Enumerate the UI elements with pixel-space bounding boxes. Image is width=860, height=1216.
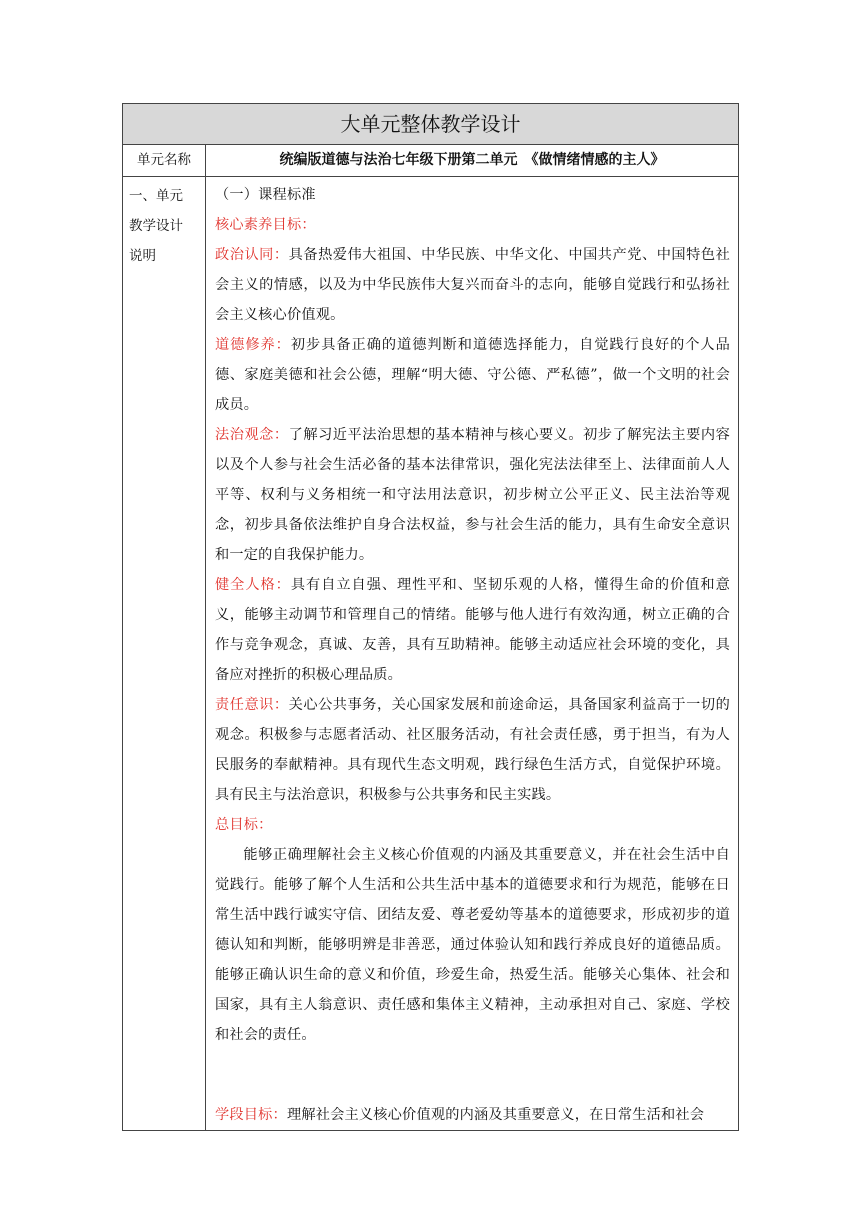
unit-name-label: 单元名称 xyxy=(123,145,206,177)
item-responsibility xyxy=(215,690,730,810)
total-goal-text: 能够正确理解社会主义核心价值观的内涵及其重要意义，并在社会生活中自觉践行。能够了解个人生活和公共生活中基本的道德要求和行为规范，能够在日常生活中践行诚实守信、团结友爱、尊老爱幼等基本的道德要求，形成初步的道德认知和判断，能够明辨是非善恶，通过体验认知和践行养成良好的道德品质。能够正确认识生命的意义和价值，珍爱生命，热爱生活。能够关心集体、社会和国家，具有主人翁意识、责任感和集体主义精神，主动承担对自己、家庭、学校和社会的责任。 xyxy=(215,847,730,1043)
stage-goal-label: 学段目标： xyxy=(215,1107,287,1123)
item-moral-cultivation xyxy=(215,330,730,420)
item-text: 具备热爱伟大祖国、中华民族、中华文化、中国共产党、中国特色社会主义的情感，以及为中华民族伟大复兴而奋斗的志向，能够自觉践行和弘扬社会主义核心价值观。 xyxy=(215,247,730,323)
item-text: 了解习近平法治思想的基本精神与核心要义。初步了解宪法主要内容以及个人参与社会生活必备的基本法律常识，强化宪法法律至上、法律面前人人平等、权利与义务相统一和守法用法意识，初步树立公平正义、民主法治等观念，初步具备依法维护自身合法权益，参与社会生活的能力，具有生命安全意识和一定的自我保护能力。 xyxy=(215,427,730,563)
item-label: 道德修养： xyxy=(215,337,291,353)
item-political-identity xyxy=(215,240,730,330)
item-text: 关心公共事务，关心国家发展和前途命运，具备国家利益高于一切的观念。积极参与志愿者活动、社区服务活动，有社会责任感，勇于担当，有为人民服务的奉献精神。具有现代生态文明观，践行绿色生活方式，自觉保护环境。具有民主与法治意识，积极参与公共事务和民主实践。 xyxy=(215,697,730,803)
section-content xyxy=(206,177,739,1131)
stage-goal xyxy=(215,1100,730,1130)
item-rule-of-law xyxy=(215,420,730,570)
document-title: 大单元整体教学设计 xyxy=(123,104,739,145)
stage-goal-text: 理解社会主义核心价值观的内涵及其重要意义，在日常生活和社会 xyxy=(286,1107,705,1123)
section-label-line-3: 说明 xyxy=(129,248,156,264)
item-label: 责任意识： xyxy=(215,697,289,713)
item-text: 具有自立自强、理性平和、坚韧乐观的人格，懂得生命的价值和意义，能够主动调节和管理自己的情绪。能够与他人进行有效沟通，树立正确的合作与竞争观念，真诚、友善，具有互助精神。能够主动适应社会环境的变化，具备应对挫折的积极心理品质。 xyxy=(215,577,730,683)
course-standard-heading: （一）课程标准 xyxy=(215,187,316,203)
item-label: 政治认同： xyxy=(215,247,289,263)
section-label xyxy=(123,177,206,1131)
item-label: 法治观念： xyxy=(215,427,289,443)
section-label-line-1: 一、单元 xyxy=(129,188,183,204)
total-goal-heading: 总目标： xyxy=(215,817,273,833)
spacer xyxy=(215,1050,730,1100)
core-literacy-heading: 核心素养目标： xyxy=(215,217,316,233)
design-table xyxy=(122,103,739,1131)
unit-name-value: 统编版道德与法治七年级下册第二单元 《做情绪情感的主人》 xyxy=(206,145,739,177)
item-text: 初步具备正确的道德判断和道德选择能力，自觉践行良好的个人品德、家庭美德和社会公德，理解“明大德、守公德、严私德”，做一个文明的社会成员。 xyxy=(215,337,730,413)
item-label: 健全人格： xyxy=(215,577,291,593)
section-label-line-2: 教学设计 xyxy=(129,218,183,234)
item-sound-personality xyxy=(215,570,730,690)
